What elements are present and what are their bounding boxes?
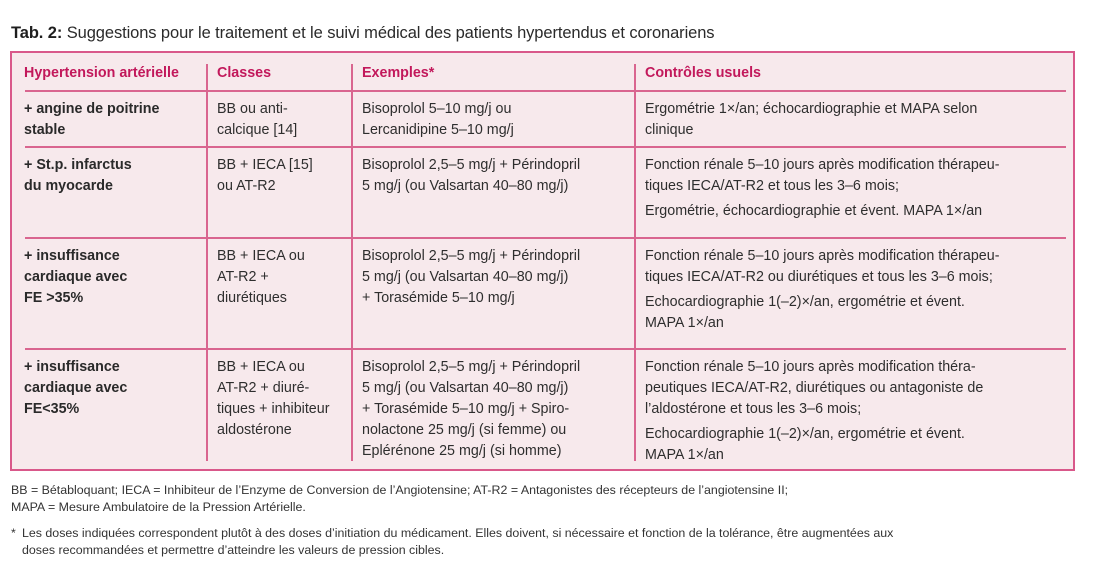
footnote-line: Les doses indiquées correspondent plutôt à des doses d’initiation du médicament. Elles doivent, si nécessaire et fonction de la tolérance, être augmentées aux <box>22 526 894 540</box>
cell-line: Fonction rénale 5–10 jours après modification thérapeu- <box>645 157 1000 173</box>
abbreviations-line: BB = Bétabloquant; IECA = Inhibiteur de l’Enzyme de Conversion de l’Angiotensine; AT-R2 = Antagonistes des récepteurs de l’angiotensine II; <box>11 483 789 497</box>
cell-line: Bisoprolol 2,5–5 mg/j + Périndopril <box>362 248 581 264</box>
controls-paragraph <box>645 424 1055 466</box>
cell-line: 5 mg/j (ou Valsartan 40–80 mg/j) <box>362 380 569 396</box>
cell-line: + angine de poitrine <box>24 101 160 117</box>
controls-paragraph <box>645 201 1055 222</box>
footnote-line: doses recommandées et permettre d’atteindre les valeurs de pression cibles. <box>22 543 445 557</box>
cell-line: Ergométrie 1×/an; échocardiographie et MAPA selon <box>645 101 978 117</box>
cell-line: FE<35% <box>24 401 80 417</box>
cell-line: BB + IECA ou <box>217 359 305 375</box>
cell-line: Ergométrie, échocardiographie et évent. MAPA 1×/an <box>645 203 983 219</box>
column-divider <box>634 64 636 461</box>
cell-controls <box>645 246 1055 334</box>
cell-classes <box>217 99 347 141</box>
cell-line: Bisoprolol 2,5–5 mg/j + Périndopril <box>362 359 581 375</box>
cell-line: + Torasémide 5–10 mg/j + Spiro- <box>362 401 570 417</box>
cell-line: BB ou anti- <box>217 101 288 117</box>
cell-line: BB + IECA ou <box>217 248 305 264</box>
cell-line: + Torasémide 5–10 mg/j <box>362 290 515 306</box>
cell-examples <box>362 99 632 141</box>
cell-line: Bisoprolol 2,5–5 mg/j + Périndopril <box>362 157 581 173</box>
controls-paragraph <box>645 155 1055 197</box>
controls-paragraph <box>645 246 1055 288</box>
cell-line: AT-R2 + <box>217 269 269 285</box>
header-examples: Exemples* <box>362 65 435 81</box>
cell-line: Fonction rénale 5–10 jours après modification théra- <box>645 359 976 375</box>
table-caption-label: Tab. 2: <box>11 24 63 42</box>
cell-line: + insuffisance <box>24 359 120 375</box>
column-divider <box>351 64 353 461</box>
cell-classes <box>217 357 347 441</box>
abbreviations-note <box>11 482 788 516</box>
cell-line: calcique [14] <box>217 122 298 138</box>
cell-condition <box>24 155 204 197</box>
row-divider <box>25 90 1066 92</box>
doses-footnote <box>11 525 1091 559</box>
cell-condition <box>24 246 204 309</box>
header-controls: Contrôles usuels <box>645 65 761 81</box>
row-divider <box>25 237 1066 239</box>
cell-examples <box>362 357 632 462</box>
controls-paragraph <box>645 292 1055 334</box>
cell-line: Bisoprolol 5–10 mg/j ou <box>362 101 512 117</box>
header-classes: Classes <box>217 65 272 81</box>
cell-line: cardiaque avec <box>24 269 128 285</box>
cell-line: + insuffisance <box>24 248 120 264</box>
cell-line: Echocardiographie 1(–2)×/an, ergométrie et évent. <box>645 294 965 310</box>
controls-paragraph <box>645 99 1055 141</box>
cell-line: l’aldostérone et tous les 3–6 mois; <box>645 401 862 417</box>
cell-controls <box>645 155 1055 222</box>
cell-condition <box>24 357 204 420</box>
footnote-star: * <box>11 526 16 540</box>
cell-condition <box>24 99 204 141</box>
cell-line: + St.p. infarctus <box>24 157 132 173</box>
row-divider <box>25 348 1066 350</box>
cell-line: cardiaque avec <box>24 380 128 396</box>
cell-line: 5 mg/j (ou Valsartan 40–80 mg/j) <box>362 269 569 285</box>
cell-line: tiques IECA/AT-R2 ou diurétiques et tous les 3–6 mois; <box>645 269 993 285</box>
cell-classes <box>217 246 347 309</box>
cell-controls <box>645 357 1055 466</box>
header-hypertension: Hypertension artérielle <box>24 65 179 81</box>
cell-controls <box>645 99 1055 141</box>
cell-line: ou AT-R2 <box>217 178 276 194</box>
cell-line: Echocardiographie 1(–2)×/an, ergométrie et évent. <box>645 426 965 442</box>
cell-line: MAPA 1×/an <box>645 315 724 331</box>
cell-line: nolactone 25 mg/j (si femme) ou <box>362 422 567 438</box>
cell-line: BB + IECA [15] <box>217 157 313 173</box>
cell-line: tiques IECA/AT-R2 et tous les 3–6 mois; <box>645 178 900 194</box>
cell-line: clinique <box>645 122 694 138</box>
cell-line: FE >35% <box>24 290 84 306</box>
cell-line: aldostérone <box>217 422 292 438</box>
cell-line: Eplérénone 25 mg/j (si homme) <box>362 443 562 459</box>
row-divider <box>25 146 1066 148</box>
table-caption <box>11 24 714 43</box>
table <box>10 51 1075 471</box>
controls-paragraph <box>645 357 1055 420</box>
cell-line: diurétiques <box>217 290 287 306</box>
cell-line: peutiques IECA/AT-R2, diurétiques ou antagoniste de <box>645 380 984 396</box>
cell-classes <box>217 155 347 197</box>
cell-examples <box>362 246 632 309</box>
table-caption-text: Suggestions pour le traitement et le suivi médical des patients hypertendus et coronariens <box>62 24 715 42</box>
cell-line: AT-R2 + diuré- <box>217 380 310 396</box>
cell-line: Lercanidipine 5–10 mg/j <box>362 122 514 138</box>
cell-line: tiques + inhibiteur <box>217 401 330 417</box>
cell-line: 5 mg/j (ou Valsartan 40–80 mg/j) <box>362 178 569 194</box>
column-divider <box>206 64 208 461</box>
cell-examples <box>362 155 632 197</box>
abbreviations-line: MAPA = Mesure Ambulatoire de la Pression Artérielle. <box>11 500 306 514</box>
cell-line: du myocarde <box>24 178 113 194</box>
cell-line: stable <box>24 122 66 138</box>
cell-line: MAPA 1×/an <box>645 447 724 463</box>
cell-line: Fonction rénale 5–10 jours après modification thérapeu- <box>645 248 1000 264</box>
